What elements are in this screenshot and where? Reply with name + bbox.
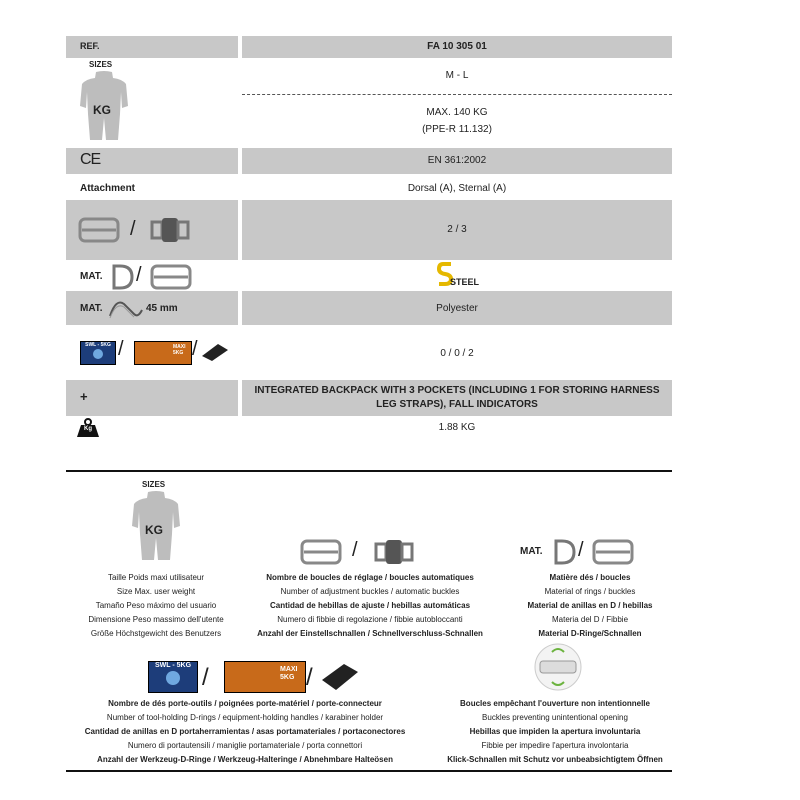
legend-materials-es: Material de anillas en D / hebillas [527, 601, 653, 610]
legend-sizes-text [56, 571, 256, 641]
legend-maxi-handle-icon [224, 661, 306, 693]
legend-materials-de: Material D-Ringe/Schnallen [538, 629, 642, 638]
size-divider [242, 94, 672, 95]
legend-swl-badge-icon [148, 661, 198, 693]
attachment-value: Dorsal (A), Sternal (A) [407, 183, 507, 194]
legend-safety-es: Hebillas que impiden la apertura involuntaria [469, 727, 641, 736]
legend-mat-label: MAT. [520, 546, 543, 557]
section-divider-top [66, 470, 672, 472]
max-weight-line1: MAX. 140 KG [426, 107, 488, 118]
weight-icon-label: Kg [84, 426, 92, 432]
legend-sizes-label: SIZES [142, 480, 166, 489]
ce-value: EN 361:2002 [427, 155, 487, 166]
webbing-value: Polyester [436, 303, 478, 314]
webbing-mat-label: MAT. [80, 303, 103, 314]
section-divider-bottom [66, 770, 672, 772]
buckle-icon [150, 264, 192, 290]
size-value: M - L [445, 70, 469, 81]
maxi-handle-icon [134, 341, 192, 365]
legend-buckles-it: Numero di fibbie di regolazione / fibbie autobloccanti [277, 615, 463, 624]
mat-separator: / [136, 264, 142, 286]
legend-buckles-en: Number of adjustment buckles / automatic buckles [280, 587, 460, 596]
legend-maxi-handle-text: MAXI 5KG [280, 666, 298, 681]
buckles-value: 2 / 3 [447, 224, 467, 235]
karabiner-holder-icon [200, 342, 230, 362]
legend-materials-en: Material of rings / buckles [544, 587, 636, 596]
legend-buckles-text [240, 571, 500, 641]
kg-label: KG [93, 103, 111, 117]
webbing-icon [108, 296, 144, 320]
safety-buckle-icon [528, 642, 588, 692]
steel-logo-text: STEEL [450, 277, 480, 287]
legend-buckles-de: Anzahl der Einstellschnallen / Schnellverschluss-Schnallen [257, 629, 483, 638]
adjustment-buckle-icon [78, 217, 120, 243]
weight-value: 1.88 KG [438, 422, 476, 433]
legend-buckles-es: Cantidad de hebillas de ajuste / hebillas automáticas [269, 601, 471, 610]
legend-safety-en: Buckles preventing unintentional opening [482, 713, 628, 722]
attachment-label: Attachment [80, 183, 136, 194]
legend-buckles-separator: / [352, 539, 358, 561]
legend-sizes-it: Dimensione Peso massimo dell'utente [88, 615, 224, 624]
legend-safety-text [430, 697, 680, 767]
max-weight-line2: (PPE-R 11.132) [422, 124, 492, 135]
legend-mat-separator: / [578, 539, 584, 561]
legend-materials-fr: Matière dés / boucles [549, 573, 631, 582]
automatic-buckle-icon [150, 216, 190, 244]
legend-tools-es: Cantidad de anillas en D portaherramientas / asas portamateriales / portaconectores [84, 727, 406, 736]
legend-sizes-fr: Taille Poids maxi utilisateur [107, 573, 205, 582]
legend-swl-badge-text: SWL - 5KG [154, 662, 192, 669]
legend-materials-text [500, 571, 680, 641]
legend-automatic-buckle-icon [374, 538, 414, 566]
swl-badge-text: SWL - 5KG [85, 342, 111, 348]
legend-safety-it: Fibbie per impedire l'apertura involontaria [481, 741, 629, 750]
legend-tools-de: Anzahl der Werkzeug-D-Ringe / Werkzeug-Halteringe / Abnehmbare Halteösen [97, 755, 393, 764]
swl-badge-icon [80, 341, 116, 365]
tools-separator-1: / [118, 338, 124, 360]
legend-tools-separator-1: / [202, 664, 209, 691]
legend-tools-en: Number of tool-holding D-rings / equipment-holding handles / karabiner holder [106, 713, 384, 722]
legend-adjustment-buckle-icon [300, 539, 342, 565]
legend-sizes-en: Size Max. user weight [116, 587, 196, 596]
maxi-handle-text: MAXI 5KG [173, 344, 186, 356]
ref-value: FA 10 305 01 [427, 41, 487, 52]
tools-separator-2: / [192, 338, 198, 360]
tools-value: 0 / 0 / 2 [440, 348, 474, 359]
plus-label: + [80, 389, 88, 404]
legend-tools-fr: Nombre de dés porte-outils / poignées porte-matériel / porte-connecteur [108, 699, 382, 708]
legend-buckles-fr: Nombre de boucles de réglage / boucles automatiques [266, 573, 474, 582]
extras-value: INTEGRATED BACKPACK WITH 3 POCKETS (INCLUDING 1 FOR STORING HARNESS LEG STRAPS), FALL INDICATORS [254, 385, 660, 410]
ce-mark-icon: CE [80, 151, 101, 168]
legend-sizes-de: Größe Höchstgewicht des Benutzers [90, 629, 222, 638]
buckles-separator: / [130, 218, 136, 240]
ref-label: REF. [80, 41, 100, 51]
legend-kg-label: KG [145, 523, 163, 537]
webbing-width: 45 mm [146, 303, 178, 314]
extras-label-cell [66, 380, 238, 416]
legend-safety-fr: Boucles empêchant l'ouverture non intentionnelle [460, 699, 650, 708]
legend-d-ring-icon [552, 539, 576, 565]
legend-tools-text [70, 697, 420, 767]
legend-karabiner-holder-icon [320, 662, 360, 692]
legend-safety-de: Klick-Schnallen mit Schutz vor unbeabsichtigtem Öffnen [447, 755, 663, 764]
legend-buckle-icon [592, 539, 634, 565]
legend-tools-it: Numero di portautensili / maniglie portamateriale / porta connettori [127, 741, 363, 750]
mat-label: MAT. [80, 271, 103, 282]
sizes-label: SIZES [89, 60, 113, 69]
legend-materials-it: Materia del D / Fibbie [551, 615, 629, 624]
legend-sizes-es: Tamaño Peso máximo del usuario [95, 601, 217, 610]
d-ring-icon [110, 264, 134, 290]
legend-tools-separator-2: / [306, 664, 313, 691]
